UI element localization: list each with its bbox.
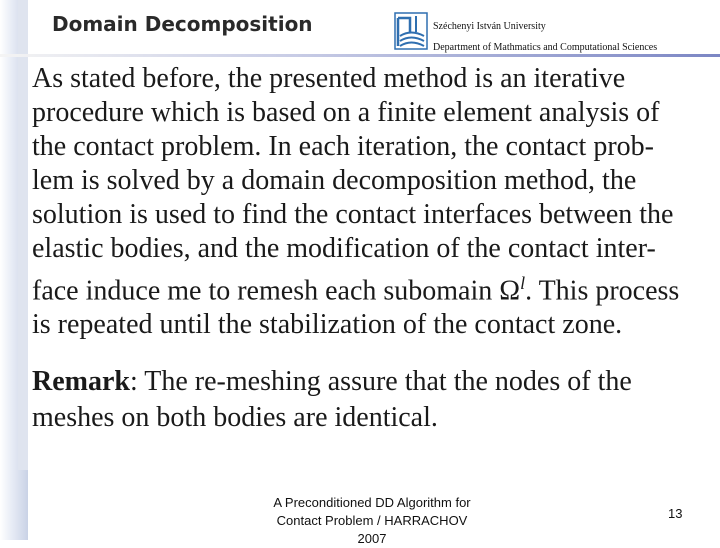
department-name: Department of Mathmatics and Computational Sciences bbox=[433, 42, 658, 53]
slide-title: Domain Decomposition bbox=[52, 12, 313, 36]
remark-label: Remark bbox=[32, 366, 130, 397]
remark-block bbox=[32, 364, 720, 436]
footer-line: 2007 bbox=[357, 531, 387, 546]
paragraph-line-with-math bbox=[32, 266, 720, 308]
superscript-l: l bbox=[520, 273, 526, 293]
paragraph-line: the contact problem. In each iteration, the contact prob- bbox=[32, 131, 654, 162]
paragraph-line-tail: . This process bbox=[525, 275, 680, 307]
paragraph-line: procedure which is based on a finite element analysis of bbox=[32, 97, 660, 128]
remark-line bbox=[32, 366, 632, 397]
university-logo-icon bbox=[394, 12, 428, 50]
remark-colon: : bbox=[129, 366, 138, 397]
page-number: 13 bbox=[668, 506, 683, 521]
remark-text-line2: meshes on both bodies are identical. bbox=[32, 402, 438, 433]
paragraph-line: elastic bodies, and the modification of the contact inter- bbox=[32, 233, 656, 264]
paragraph-line: As stated before, the presented method is an iterative bbox=[32, 63, 626, 94]
footer-line: Contact Problem / HARRACHOV bbox=[276, 513, 468, 528]
paragraph-line: is repeated until the stabilization of the contact zone. bbox=[32, 309, 623, 341]
left-bar-inner bbox=[18, 0, 28, 470]
left-decorative-bar bbox=[0, 0, 28, 540]
university-name: Széchenyi István University bbox=[433, 21, 546, 32]
paragraph-line: lem is solved by a domain decomposition method, the bbox=[32, 165, 637, 196]
paragraph-line-text: face induce me to remesh each subomain Ω bbox=[32, 275, 521, 307]
remark-text: The re-meshing assure that the nodes of the bbox=[137, 366, 632, 397]
paragraph-line: solution is used to find the contact interfaces between the bbox=[32, 199, 674, 230]
main-paragraph bbox=[32, 62, 720, 342]
footer-line: A Preconditioned DD Algorithm for bbox=[273, 495, 471, 510]
header-divider bbox=[0, 54, 720, 57]
